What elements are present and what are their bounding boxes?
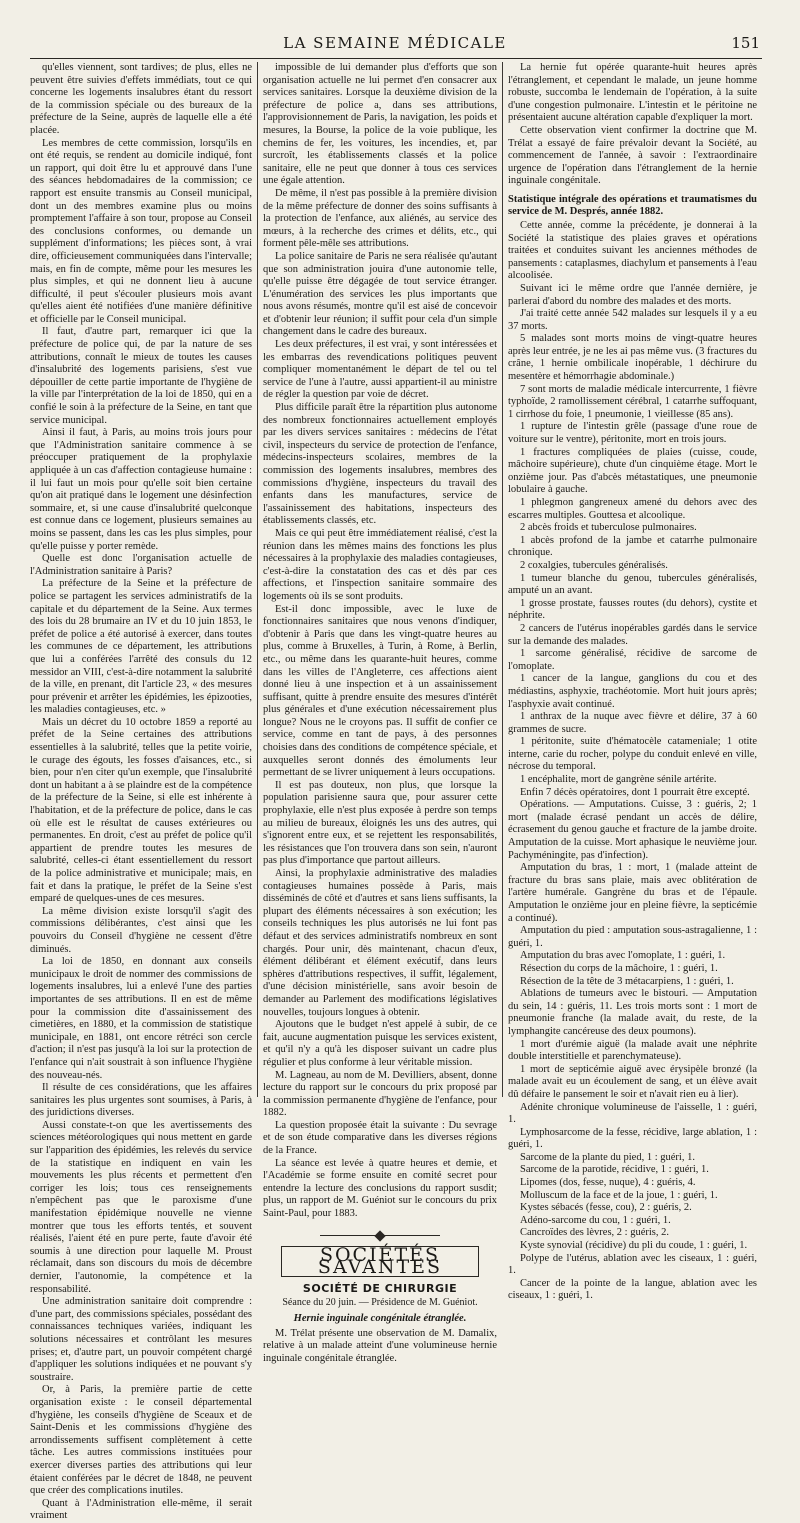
paragraph: 7 sont morts de maladie médicale intercurrente, 1 fièvre typhoïde, 2 ramollissement cérébral, 1 catarrhe suffoquant, 1 cirrhose du foie, 1 pneumonie, 1 vieillesse (85 ans). bbox=[508, 383, 757, 420]
paragraph: Est-il donc impossible, avec le luxe de fonctionnaires sanitaires que nous venons d'indiquer, d'obtenir à Paris que dans les vingt-quatre heures au plus, comme à Bruxelles, à Turin, à Rome, à Berlin, etc., ou même dans les quarante-huit heures, comme dans les villes de l'Angleterre, ces affections aient donné lieu à une inspection et à un assainissement suffisant, quitte à prendre ensuite des mesures d'intérêt plus générales et d'une exécution nécessairement plus longue? Nous ne le croyons pas. Il suffit de confier ce service, comme en tant de pays, à des personnes choisies dans des conditions de compétence spéciale, et auxquelles seront donnés des émoluments leur permettant de se livrer uniquement à leurs occupations. bbox=[263, 603, 497, 779]
col3-top-paragraphs bbox=[508, 62, 757, 188]
paragraph: 1 abcès profond de la jambe et catarrhe pulmonaire chronique. bbox=[508, 534, 757, 559]
paragraph: 1 phlegmon gangreneux amené du dehors avec des escarres multiples. Gouttesa et alcoolique. bbox=[508, 497, 757, 521]
paragraph: Sarcome de la parotide, récidive, 1 : guéri, 1. bbox=[520, 1164, 709, 1176]
session-line: Séance du 20 juin. — Présidence de M. Guéniot. bbox=[282, 1297, 478, 1309]
paragraph: 2 coxalgies, tubercules généralisés. bbox=[520, 559, 668, 571]
paragraph: Molluscum de la face et de la joue, 1 : guéri, 1. bbox=[520, 1189, 718, 1201]
paragraph: Amputation du pied : amputation sous-astragalienne, 1 : guéri, 1. bbox=[508, 925, 757, 949]
paragraph: Les membres de cette commission, lorsqu'ils en ont été requis, se rendent au domicile indiqué, font un rapport, qui doit être lu et approuvé dans l'une des séances hebdomadaires de la commission; ce rapport est ensuite transmis au Conseil municipal, dont un des membres examine plus ou moins promptement l'affaire à son tour, propose au Conseil des conclusions conformes, ou demande un supplément d'informations; les pièces sont, à vrai dire, officieusement communiquées dans l'intervalle; mais, en fin de compte, même pour les mesures les plus simples, et qui ne donnent lieu à aucune difficulté, il peut s'écouler plusieurs mois avant qu'elles aient été notifiées d'une manière définitive et officielle par le Conseil municipal. bbox=[30, 137, 252, 325]
column-left bbox=[30, 62, 252, 1522]
statistics-title: Statistique intégrale des opérations et traumatismes du service de M. Després, année 1882. bbox=[508, 193, 757, 217]
paragraph: La police sanitaire de Paris ne sera réalisée qu'autant que son administration jouira d'une autonomie telle, qu'elle puisse être dégagée de tout service étranger. L'énumération des services les plus importants que nous avons résumés, montre qu'il est aisé de concevoir et d'obtenir leur réunion; il suffit pour cela d'un simple changement dans le cadre des bureaux. bbox=[263, 250, 497, 338]
running-head bbox=[30, 34, 760, 54]
paragraph: 2 abcès froids et tuberculose pulmonaires. bbox=[520, 522, 697, 534]
paragraph: Plus difficile paraît être la répartition plus autonome des nombreux fonctionnaires actuellement employés par les divers services sanitaires : médecins de l'état civil, inspecteurs du service de protection de l'enfance, médecins-inspecteurs scolaires, membres de la commission des logements insalubres, membres des commissions d'hygiène, inspecteurs du travail des enfants dans les manufactures, service de l'assainissement des habitations, inspecteurs des établissements classés, etc. bbox=[263, 402, 497, 527]
paragraph: La même division existe lorsqu'il s'agit des commissions délibérantes, c'est ainsi que les pouvoirs du Conseil d'hygiène ne cessent d'être diminués. bbox=[30, 905, 252, 955]
paragraph: Il est pas douteux, non plus, que lorsque la population parisienne saura que, pour assurer cette prophylaxie, elle n'est plus exposée à perdre son temps au milieu de bureaux, éloignés les uns des autres, qui s'ignorent entre eux, et se rejettent les responsabilités, les résistances que l'on trouvera dans son sein, n'auront pas plus d'importance que partout ailleurs. bbox=[263, 779, 497, 867]
section-separator bbox=[320, 1231, 440, 1240]
header-rule bbox=[30, 58, 762, 59]
paragraph: Cette observation vient confirmer la doctrine que M. Trélat a essayé de faire prévaloir devant la Société, au commencement de l'année, à savoir : l'extraordinaire urgence de l'opération dans l'étranglement de la hernie inguinale congénitale. bbox=[508, 124, 757, 187]
paragraph: Résection de la tête de 3 métacarpiens, 1 : guéri, 1. bbox=[520, 975, 734, 987]
column-right bbox=[508, 62, 757, 1302]
paragraph: 1 mort de septicémie aiguë avec érysipèle bronzé (la malade avait eu un écoulement de sang, et un élève avait dû défaire le pansement le soir et n'avait rien eu à lier). bbox=[508, 1063, 757, 1100]
paragraph: 1 sarcome généralisé, récidive de sarcome de l'omoplate. bbox=[508, 648, 757, 672]
paragraph: De même, il n'est pas possible à la première division de la même préfecture de donner des soins suffisants à la protection de l'enfance, aux aliénés, au service des mœurs, à la recherche des crimes et délits, etc., qui forment pêle-mêle ses attributions. bbox=[263, 187, 497, 250]
paragraph: 1 cancer de la langue, ganglions du cou et des médiastins, asphyxie, trachéotomie. Mort huit jours après; l'asphyxie avait continué. bbox=[508, 673, 757, 710]
paragraph: Ainsi, la prophylaxie administrative des maladies contagieuses humaines possède à Paris, mais disséminés de côté et d'autres et sans liens suffisants, la plupart des éléments nécessaires à son exécution; les conseils techniques les plus autorisés ne lui font pas défaut et des services administratifs nombreux en sont chargés. Pour unir, dès maintenant, chacun d'eux, élément délibérant et élément exécutif, dans leurs sphères d'attributions respectives, il suffit, légalement, d'une décision ministérielle, sans avoir besoin de demander au Parlement des modifications législatives nouvelles, toujours longues à obtenir. bbox=[263, 868, 497, 1018]
section-header-societes-savantes: SOCIÉTÉS SAVANTES bbox=[281, 1246, 479, 1277]
paragraph: Il résulte de ces considérations, que les affaires sanitaires les plus urgentes sont soumises, à Paris, à des juridictions diverses. bbox=[30, 1082, 252, 1119]
paragraph: Ajoutons que le budget n'est appelé à subir, de ce fait, aucune augmentation puisque les services existent, et qu'il n'y a qu'à les disposer suivant un cadre plus régulier et plus conforme à leur véritable mission. bbox=[263, 1019, 497, 1068]
paragraph: 2 cancers de l'utérus inopérables gardés dans le service sur la demande des malades. bbox=[508, 622, 757, 647]
article-title: Hernie inguinale congénitale étranglée. bbox=[293, 1313, 467, 1324]
column-middle bbox=[263, 62, 497, 1364]
paragraph: Suivant ici le même ordre que l'année dernière, je parlerai d'abord du nombre des malades et des morts. bbox=[508, 282, 757, 307]
paragraph: Amputation du bras avec l'omoplate, 1 : guéri, 1. bbox=[520, 950, 726, 962]
paragraph: Opérations. — Amputations. Cuisse, 3 : guéris, 2; 1 mort (malade écrasé pendant un accès de délire, écrasement du genou gauche et fracture de la jambe droite. Amputation de la cuisse. Mort aphasique le neuvième jour. Pachyméningite, pas d'infection). bbox=[508, 799, 757, 861]
paragraph: Kystes sébacés (fesse, cou), 2 : guéris, 2. bbox=[520, 1202, 692, 1214]
paragraph: 1 anthrax de la nuque avec fièvre et délire, 37 à 60 grammes de sucre. bbox=[508, 711, 757, 735]
journal-title: LA SEMAINE MÉDICALE bbox=[283, 34, 507, 52]
paragraph: M. Lagneau, au nom de M. Devilliers, absent, donne lecture du rapport sur le concours du prix proposé par la commission permanente d'hygiène de l'enfance, pour 1882. bbox=[263, 1069, 497, 1119]
col3-statistics-paragraphs bbox=[508, 220, 757, 1303]
paragraph: Une administration sanitaire doit comprendre : d'une part, des commissions spéciales, possédant des connaissances techniques variées, indiquant les solutions nécessaires et contrôlant les mesures prises; et, d'autre part, un pouvoir compétent chargé d'appliquer les solutions indiquées et ne pouvant s'y soustraire. bbox=[30, 1296, 252, 1383]
paragraph: 1 mort d'urémie aiguë (la malade avait une néphrite double interstitielle et parenchymateuse). bbox=[508, 1038, 757, 1063]
paragraph: Lymphosarcome de la fesse, récidive, large ablation, 1 : guéri, 1. bbox=[508, 1126, 757, 1151]
paragraph: Adénite chronique volumineuse de l'aisselle, 1 : guéri, 1. bbox=[508, 1101, 757, 1126]
paragraph: Il faut, d'autre part, remarquer ici que la préfecture de police qui, de par la nature de ses attributions, connaît le mieux de toutes les causes d'insalubrité des logements parisiens, s'est vue dépouiller de cette partie importante de l'hygiène de la ville par l'interprétation de la loi de 1850, qui en a confié le soin à la préfecture de la Seine, en tant que service municipal. bbox=[30, 326, 252, 426]
column-divider-2 bbox=[502, 62, 503, 1097]
paragraph: impossible de lui demander plus d'efforts que son organisation actuelle ne lui permet d'en consacrer aux services sanitaires. Lorsque la deuxième division de la préfecture de police a, dans ses attributions, l'approvisionnement de Paris, la navigation, les poids et mesures, la Bourse, la police de la voie publique, les chemins de fer, les voitures, les incendies, et, par surcroît, les établissements classés et la police sanitaire, elle ne peut que donner à tous ces services une égale attention. bbox=[263, 62, 497, 187]
paragraph: La préfecture de la Seine et la préfecture de police se partagent les services administratifs de la capitale et du département de la Seine. Aux termes des lois du 28 brumaire an IV et du 10 juin 1853, le préfet de police a été autorisé à exercer, dans toutes les communes de ce département, les attributions que lui a conférées l'arrêté des consuls du 12 messidor an VIII, c'est-à-dire notamment la salubrité de la ville, en prenant, dit l'article 23, « des mesures pour prévenir et arrêter les épidémies, les épizooties, les maladies contagieuses, etc. » bbox=[30, 578, 252, 716]
paragraph: Amputation du bras, 1 : mort, 1 (malade atteint de fracture du bras sans plaie, mais avec oblitération de l'artère humérale. Gangrène du bras et de l'épaule. Amputation le onzième jour en pleine fièvre, la septicémie a continué). bbox=[508, 862, 757, 924]
paragraph: 1 rupture de l'intestin grêle (passage d'une roue de voiture sur le ventre), péritonite, mort en trois jours. bbox=[508, 421, 757, 446]
paragraph: 1 tumeur blanche du genou, tubercules généralisés, amputé un an avant. bbox=[508, 572, 757, 597]
article-intro: M. Trélat présente une observation de M. Damalix, relative à un malade atteint d'une volumineuse hernie inguinale congénitale étranglée. bbox=[263, 1327, 497, 1364]
paragraph: Mais un décret du 10 octobre 1859 a reporté au préfet de la Seine certaines des attributions essentielles à la salubrité, telles que la petite voirie, le curage des égouts, les fosses d'aisances, etc., si bien, pour n'en citer qu'un exemple, que l'insalubrité dont un habitant a à se plaindre est de la compétence de la préfecture de la Seine, si elle est inhérente à l'habitation, et de la préfecture de police, dans le cas où elle est le résultat de causes extérieures ou permanentes. En droit, c'est au préfet de police qu'il appartient de prendre toutes les mesures de salubrité, celles-ci étant essentiellement du ressort de la police administrative et municipale; mais, en fait et dans la pratique, le préfet de la Seine s'est emparé de quelques-unes de ces mesures. bbox=[30, 716, 252, 905]
paragraph: La question proposée était la suivante : Du sevrage et de son étude comparative dans les diverses régions de la France. bbox=[263, 1119, 497, 1157]
society-name: SOCIÉTÉ DE CHIRURGIE bbox=[302, 1281, 458, 1295]
paragraph: La hernie fut opérée quarante-huit heures après l'étranglement, et cependant le malade, un jeune homme robuste, succomba le lendemain de l'opération, à la suite d'une congestion pulmonaire. L'intestin et le péritoine ne présentaient aucune altération capable d'expliquer la mort. bbox=[508, 62, 757, 124]
paragraph: Cancroïdes des lèvres, 2 : guéris, 2. bbox=[520, 1227, 670, 1239]
paragraph: Aussi constate-t-on que les avertissements des sciences météorologiques qui nous mettent en garde sur l'apparition des épidémies, les relevés du service de la statistique en indiquent en vain les mouvements les plus récents et permettent d'en corriger les lois; tous ces renseignements n'empêchent pas que le paroxisme d'une manifestation épidémique nouvelle ne vienne montrer que tous les efforts tentés, et souvent réalisés, l'aient été en pure perte, faute d'avoir été soumis à une direction pour laquelle M. Proust réclamait, dans son discours du mois de décembre dernier, l'autonomie, la compétence et la responsabilité. bbox=[30, 1119, 252, 1295]
paragraph: La séance est levée à quatre heures et demie, et l'Académie se forme ensuite en comité secret pour entendre la lecture des conclusions du rapport susdit; plus, un rapport de M. Guéniot sur le concours du prix Saint-Paul, pour 1883. bbox=[263, 1157, 497, 1220]
paragraph: 1 péritonite, suite d'hématocèle catameniale; 1 otite interne, carie du rocher, polype du conduit enlevé en ville, nécrose du temporal. bbox=[508, 736, 757, 773]
column-divider-1 bbox=[257, 62, 258, 1097]
paragraph: Sarcome de la plante du pied, 1 : guéri, 1. bbox=[520, 1151, 695, 1163]
page-number: 151 bbox=[731, 34, 760, 52]
paragraph: Ablations de tumeurs avec le bistouri. — Amputation du sein, 14 : guéris, 11. Les trois morts sont : 1 mort de pneumonie franche (la malade avait, du reste, de la lymphangite cancéreuse des deux poumons). bbox=[508, 988, 757, 1037]
paragraph: Lipomes (dos, fesse, nuque), 4 : guéris, 4. bbox=[520, 1177, 696, 1189]
paragraph: J'ai traité cette année 542 malades sur lesquels il y a eu 37 morts. bbox=[508, 308, 757, 332]
paragraph: Résection du corps de la mâchoire, 1 : guéri, 1. bbox=[520, 962, 718, 974]
paragraph: Quelle est donc l'organisation actuelle de l'Administration sanitaire à Paris? bbox=[30, 553, 252, 577]
paragraph: Cette année, comme la précédente, je donnerai à la Société la statistique des plaies graves et opérations traitées et conduites suivant les anciennes méthodes de pansements : cataplasmes, diachylum et pansements à l'eau alcoolisée. bbox=[508, 219, 757, 282]
paragraph: Polype de l'utérus, ablation avec les ciseaux, 1 : guéri, 1. bbox=[508, 1252, 757, 1277]
paragraph: 1 fractures compliquées de plaies (cuisse, coude, mâchoire supérieure), chute d'un cinquième étage. Mort le onzième jour. Pas d'abcès métastatiques, une pneumonie lobulaire à gauche. bbox=[508, 446, 757, 496]
paragraph: Cancer de la pointe de la langue, ablation avec les ciseaux, 1 : guéri, 1. bbox=[508, 1277, 757, 1302]
paragraph: 1 grosse prostate, fausses routes (du dehors), cystite et néphrite. bbox=[508, 597, 757, 622]
paragraph: Les deux préfectures, il est vrai, y sont intéressées et les embarras des revendications politiques peuvent compliquer momentanément le départ de tel ou tel service de l'une à l'autre, aussi appartient-il au ministre de régler la question par voie de décret. bbox=[263, 339, 497, 401]
paragraph: Enfin 7 décès opératoires, dont 1 pourrait être excepté. bbox=[520, 786, 750, 798]
paragraph: Or, à Paris, la première partie de cette organisation existe : le conseil départemental d'hygiène, les conseils d'hygiène de Sceaux et de Saint-Denis et les commissions d'hygiène des arrondissements suffisent complètement à cette tâche. Les autres commissions instituées pour exercer diverses parties des attributions qui leur étaient conférées par le décret de 1848, ne peuvent que créer des complications inutiles. bbox=[30, 1384, 252, 1497]
paragraph: Adéno-sarcome du cou, 1 : guéri, 1. bbox=[520, 1214, 671, 1226]
paragraph: Ainsi il faut, à Paris, au moins trois jours pour que l'Administration sanitaire commence à se préoccuper pratiquement de la prophylaxie appliquée à un cas d'affection contagieuse humaine : il lui faut un mois pour qu'elle soit bien certaine qu'on ait pratiqué dans le logement une désinfection sommaire, et, si une cause d'insalubrité quelconque est connue dans ce logement, plusieurs semaines au moins se passent, dans les cas les plus simples, pour qu'elle puisse y porter remède. bbox=[30, 427, 252, 552]
paragraph: 5 malades sont morts moins de vingt-quatre heures après leur entrée, je ne les ai pas même vus. (3 fractures du crâne, 1 hernie ombilicale inopérable, 1 déchirure du mesentère et hémorrhagie abdominale.) bbox=[508, 333, 757, 383]
paragraph: qu'elles viennent, sont tardives; de plus, elles ne peuvent être suivies d'effets immédiats, tout ce qui concerne les logements insalubres étant du ressort de la commission spéciale ou des bureaux de la préfecture de la Seine, auprès de laquelle elle a été placée. bbox=[30, 62, 252, 136]
paragraph: Mais ce qui peut être immédiatement réalisé, c'est la réunion dans les mêmes mains des fonctions les plus nécessaires à la prophylaxie des maladies contagieuses, c'est-à-dire la constatation des cas et dès par ces affections, et l'inspection sanitaire sommaire des logements où ils se sont produits. bbox=[263, 527, 497, 602]
paragraph: La loi de 1850, en donnant aux conseils municipaux le droit de nommer des commissions de logements insalubres, lui a enlevé l'une des parties importantes de ses attributions. Il en est de même pour la commission dite d'assainissement des cimetières, en 1880, et la commission de statistique municipale, en 1881, ont encore rétréci son cercle d'action; il n'est pas jusqu'à la loi sur la protection de l'enfance qui n'ait soustrait à son influence l'hygiène des nouveau-nés. bbox=[30, 956, 252, 1081]
paragraph: 1 encéphalite, mort de gangrène sénile artérite. bbox=[520, 774, 717, 786]
paragraph: Kyste synovial (récidive) du pli du coude, 1 : guéri, 1. bbox=[520, 1240, 748, 1252]
col2-paragraphs bbox=[263, 62, 497, 1221]
paragraph: Quant à l'Administration elle-même, il serait vraiment bbox=[30, 1497, 252, 1522]
